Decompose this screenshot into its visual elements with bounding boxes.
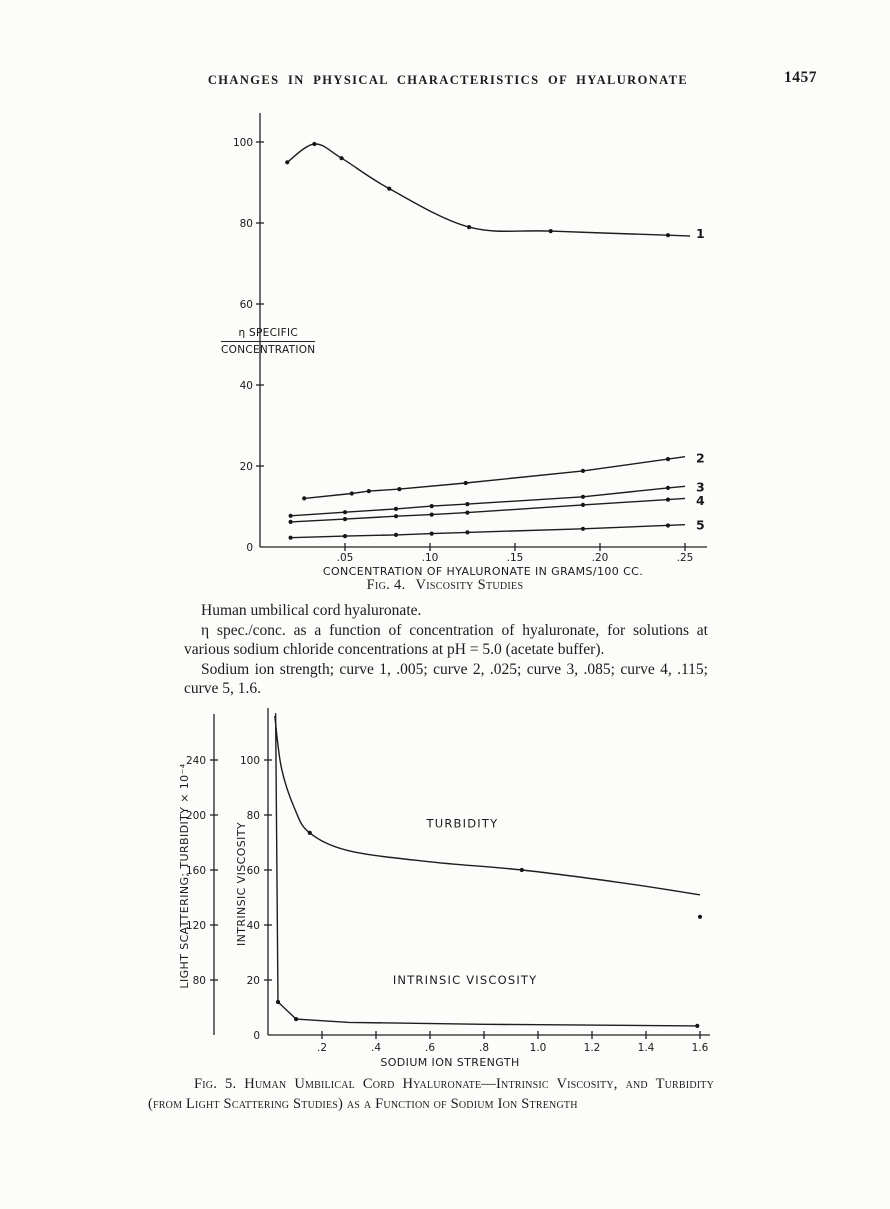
fig4-y-tick-label: 80 (239, 218, 253, 230)
fig5-data-point (276, 1000, 280, 1004)
fig4-curve-4 (291, 498, 685, 522)
fig4-data-point (343, 534, 347, 538)
fig5-data-point (294, 1017, 298, 1021)
fig4-curve-1 (287, 144, 690, 236)
fig4-x-tick-label: .10 (421, 552, 439, 564)
fig5-outer-y-tick-label: 80 (192, 975, 206, 987)
fig4-data-point (581, 503, 585, 507)
fig4-body-text (184, 601, 708, 699)
fig5-data-point (698, 915, 702, 919)
fig4-data-point (666, 486, 670, 490)
fig4-data-point (343, 517, 347, 521)
fig4-data-point (467, 225, 471, 229)
fig4-data-point (666, 457, 670, 461)
fig4-data-point (394, 507, 398, 511)
fig4-data-point (302, 496, 306, 500)
fig5-x-tick-label: 1.0 (529, 1042, 547, 1054)
fig4-data-point (394, 514, 398, 518)
fig4-data-point (430, 532, 434, 536)
fig4-data-point (289, 520, 293, 524)
fig4-data-point (464, 481, 468, 485)
fig4-data-point (289, 514, 293, 518)
fig5-x-tick-label: .4 (370, 1042, 382, 1054)
fig5-outer-y-axis-title: LIGHT SCATTERING; TURBIDITY × 10⁻⁴ (178, 763, 191, 989)
fig5-inner-y-tick-label: 80 (246, 810, 260, 822)
fig4-y-axis-label (221, 327, 315, 356)
fig5-outer-y-tick-label: 160 (185, 865, 206, 877)
fig4-data-point (367, 489, 371, 493)
fig5-inner-y-tick-label: 0 (253, 1030, 260, 1042)
fig4-data-point (387, 187, 391, 191)
fig4-data-point (430, 504, 434, 508)
fig4-data-point (666, 233, 670, 237)
fig4-y-tick-label: 100 (232, 137, 253, 149)
fig4-paragraph: Sodium ion strength; curve 1, .005; curve 2, .025; curve 3, .085; curve 4, .115; curve 5, 1.6. (184, 660, 708, 697)
fig4-y-tick-label: 20 (239, 461, 253, 473)
fig4-x-tick-label: .25 (676, 552, 694, 564)
fig4-data-point (350, 491, 354, 495)
fig4-x-axis-title: CONCENTRATION OF HYALURONATE IN GRAMS/100 CC. (322, 565, 644, 578)
fig4-caption (180, 577, 710, 594)
fig4-data-point (581, 527, 585, 531)
fig5-curve-annotation: INTRINSIC VISCOSITY (392, 973, 538, 988)
fig4-data-point (312, 142, 316, 146)
fig4-x-tick-label: .20 (591, 552, 609, 564)
fig5-x-tick-label: 1.6 (691, 1042, 709, 1054)
fig5-inner-y-tick-label: 40 (246, 920, 260, 932)
fig4-data-point (581, 469, 585, 473)
fig4-data-point (549, 229, 553, 233)
fig5-outer-y-tick-label: 240 (185, 755, 206, 767)
fig4-data-point (465, 511, 469, 515)
fig4-curve-label: 4 (696, 492, 705, 508)
fig4-y-tick-label: 60 (239, 299, 253, 311)
fig5-x-tick-label: .8 (478, 1042, 490, 1054)
fig5-x-tick-label: .6 (424, 1042, 436, 1054)
fig5-curve-annotation: TURBIDITY (426, 816, 499, 831)
running-head: CHANGES IN PHYSICAL CHARACTERISTICS OF HYALURONATE (207, 73, 689, 87)
fig4-data-point (666, 523, 670, 527)
fig5-data-point (695, 1024, 699, 1028)
fig5-inner-y-tick-label: 60 (246, 865, 260, 877)
fig5-inner-y-tick-label: 100 (239, 755, 260, 767)
fig4-paragraph: η spec./conc. as a function of concentration of hyaluronate, for solutions at various sodium chloride concentrations at pH = 5.0 (acetate buffer). (184, 621, 708, 658)
fig4-paragraph: Human umbilical cord hyaluronate. (201, 602, 422, 619)
fig4-curve-label: 3 (696, 479, 705, 495)
fig5-turbidity-viscosity-chart (150, 700, 730, 1072)
fig4-data-point (581, 495, 585, 499)
fig4-y-tick-label: 0 (246, 542, 253, 554)
fig5-x-axis-title: SODIUM ION STRENGTH (380, 1056, 520, 1069)
page-number: 1457 (784, 69, 817, 86)
fig5-caption: Fig. 5. Human Umbilical Cord Hyaluronate—Intrinsic Viscosity, and Turbidity (from Light Scattering Studies) as a Function of Sodium Ion Strength (148, 1076, 714, 1112)
fig4-caption-title: Viscosity Studies (415, 577, 524, 593)
fig4-data-point (289, 536, 293, 540)
fig4-curve-label: 2 (696, 450, 705, 466)
fig4-ylabel-numerator: η SPECIFIC (221, 327, 315, 342)
fig5-x-tick-label: .2 (316, 1042, 328, 1054)
fig5-inner-y-axis-title: INTRINSIC VISCOSITY (235, 821, 248, 947)
fig5-data-point (520, 868, 524, 872)
fig5-x-tick-label: 1.4 (637, 1042, 655, 1054)
fig4-data-point (666, 498, 670, 502)
fig4-x-tick-label: .05 (336, 552, 354, 564)
fig4-data-point (285, 160, 289, 164)
fig4-curve-label: 5 (696, 517, 705, 533)
fig4-data-point (465, 530, 469, 534)
fig5-curve-turbidity (275, 716, 700, 895)
fig5-outer-y-tick-label: 120 (185, 920, 206, 932)
fig4-data-point (465, 502, 469, 506)
fig4-y-tick-label: 40 (239, 380, 253, 392)
fig5-inner-y-tick-label: 20 (246, 975, 260, 987)
fig4-caption-label: Fig. 4. (366, 577, 406, 593)
fig5-outer-y-tick-label: 200 (185, 810, 206, 822)
fig4-data-point (430, 513, 434, 517)
fig4-data-point (343, 510, 347, 514)
fig4-ylabel-denominator: CONCENTRATION (221, 344, 316, 356)
fig4-data-point (397, 487, 401, 491)
fig4-curve-5 (291, 525, 685, 538)
fig4-curve-label: 1 (696, 225, 705, 241)
fig5-x-tick-label: 1.2 (583, 1042, 601, 1054)
fig4-data-point (394, 533, 398, 537)
fig5-data-point (308, 831, 312, 835)
fig4-x-tick-label: .15 (506, 552, 524, 564)
fig4-data-point (340, 156, 344, 160)
